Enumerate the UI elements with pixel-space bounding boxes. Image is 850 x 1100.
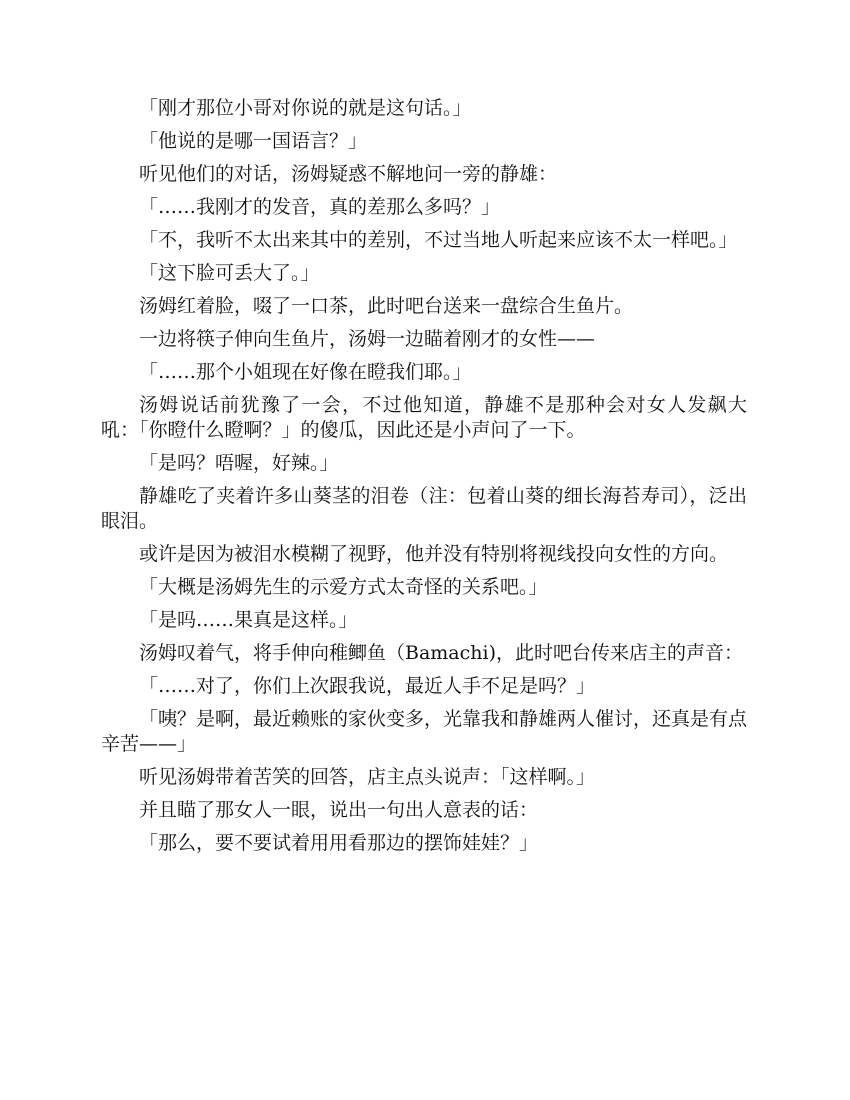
- paragraph: 「刚才那位小哥对你说的就是这句话。」: [139, 97, 472, 119]
- paragraph: 「咦？是啊，最近赖账的家伙变多，光靠我和静雄两人催讨，还真是有点辛苦——」: [101, 708, 748, 755]
- paragraph: 汤姆叹着气，将手伸向稚鲫鱼（Bamachi)，此时吧台传来店主的声音：: [139, 642, 744, 664]
- paragraph: 「是吗？唔喔，好辣。」: [139, 452, 339, 474]
- paragraph: 或许是因为被泪水模糊了视野，他并没有特别将视线投向女性的方向。: [139, 543, 729, 565]
- paragraph: 听见汤姆带着苦笑的回答，店主点头说声：「这样啊。」: [139, 766, 596, 788]
- paragraph: 「是吗……果真是这样。」: [139, 609, 358, 631]
- paragraph: 一边将筷子伸向生鱼片，汤姆一边瞄着刚才的女性——: [139, 328, 596, 350]
- paragraph: 汤姆红着脸，啜了一口茶，此时吧台送来一盘综合生鱼片。: [139, 295, 634, 317]
- paragraph: 「他说的是哪一国语言？」: [139, 130, 368, 152]
- paragraph: 汤姆说话前犹豫了一会，不过他知道，静雄不是那种会对女人发飙大吼：「你瞪什么瞪啊？」的傻瓜，因此还是小声问了一下。: [101, 394, 747, 441]
- paragraph: 「大概是汤姆先生的示爱方式太奇怪的关系吧。」: [139, 576, 548, 598]
- paragraph: 「不，我听不太出来其中的差别，不过当地人听起来应该不太一样吧。」: [139, 229, 738, 251]
- paragraph: 「……对了，你们上次跟我说，最近人手不足是吗？」: [139, 675, 596, 697]
- body-text: [101, 96, 747, 864]
- paragraph: 「那么，要不要试着用用看那边的摆饰娃娃？」: [139, 832, 539, 854]
- paragraph: 并且瞄了那女人一眼，说出一句出人意表的话：: [139, 799, 539, 821]
- paragraph: 「……我刚才的发音，真的差那么多吗？」: [139, 196, 501, 218]
- paragraph: 「这下脸可丢大了。」: [139, 262, 320, 284]
- paragraph: 「……那个小姐现在好像在瞪我们耶。」: [139, 361, 472, 383]
- paragraph: 静雄吃了夹着许多山葵茎的泪卷（注：包着山葵的细长海苔寿司），泛出眼泪。: [101, 485, 747, 532]
- paragraph: 听见他们的对话，汤姆疑惑不解地问一旁的静雄：: [139, 163, 558, 185]
